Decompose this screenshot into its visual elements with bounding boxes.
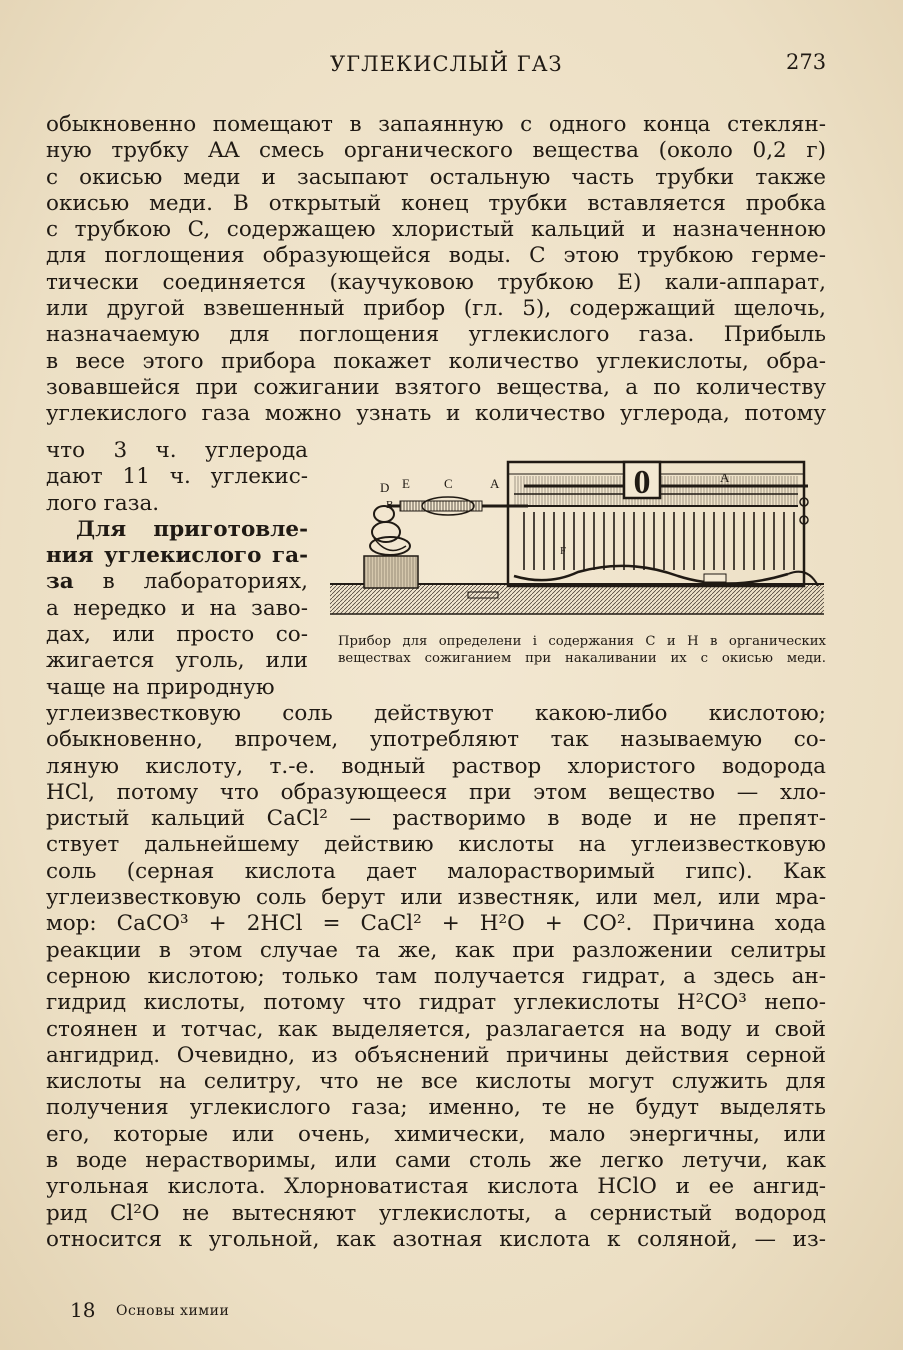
- text-line: что 3 ч. углерода: [46, 438, 308, 463]
- text-line: [46, 569, 308, 595]
- text-line: тически соединяется (каучуковою трубкою E) кали-аппарат,: [46, 269, 826, 295]
- caption-line: Прибор для определени і содержания C и H в органических: [338, 634, 826, 649]
- text-line: ную трубку AA смесь органического вещества (около 0,2 г): [46, 138, 826, 164]
- text-line: углеизвестковую соль берут или известняк, или мел, или мра-: [46, 885, 826, 911]
- text-line: в весе этого прибора покажет количество углекислоты, обра-: [46, 348, 826, 374]
- figure-label-e: E: [402, 476, 410, 491]
- text-line: а нередко и на заво-: [46, 595, 308, 621]
- calcium-chloride-tube: [400, 501, 482, 511]
- text-line: зовавшейся при сожигании взятого вещества, а по количеству: [46, 374, 826, 400]
- text-line: серною кислотою; только там получается гидрат, а здесь ан-: [46, 963, 826, 989]
- text-line: гидрид кислоты, потому что гидрат углекислоты H²CO³ непо-: [46, 990, 826, 1016]
- text-line: жигается уголь, или: [46, 648, 308, 674]
- svg-text:0: 0: [633, 464, 651, 501]
- text-line: с трубкою C, содержащею хлористый кальций и назначенною: [46, 217, 826, 243]
- text-line: угольная кислота. Хлорноватистая кислота HClO и ее ангид-: [46, 1174, 826, 1200]
- figure-label-c: C: [444, 476, 453, 491]
- section-heading-line: Для приготовле-: [76, 516, 308, 542]
- text-line: стоянен и тотчас, как выделяется, разлагается на воду и свой: [46, 1016, 826, 1042]
- text-line: получения углекислого газа; именно, те не будут выделять: [46, 1095, 826, 1121]
- text-line: ангидрид. Очевидно, из объяснений причины действия серной: [46, 1042, 826, 1068]
- text-line: углеизвестковую соль действуют какою-либо кислотою;: [46, 701, 826, 726]
- text-line: HCl, потому что образующееся при этом вещество — хло-: [46, 779, 826, 805]
- running-head: УГЛЕКИСЛЫЙ ГАЗ: [330, 52, 563, 76]
- text-line: мор: CaCO³ + 2HCl = CaCl² + H²O + CO². Причина хода: [46, 911, 826, 937]
- text-line: соль (серная кислота дает малорастворимый гипс). Как: [46, 858, 826, 884]
- side-column: [46, 438, 308, 701]
- text-fragment: в лабораториях,: [102, 569, 308, 595]
- text-line: относится к угольной, как азотная кислота к соляной, — из-: [46, 1226, 826, 1252]
- figure-label-b: B: [386, 499, 394, 511]
- signature-title: Основы химии: [116, 1303, 230, 1319]
- figure-caption: [338, 633, 826, 667]
- text-line: кислоты на селитру, что не все кислоты могут служить для: [46, 1069, 826, 1095]
- signature-number: 18: [70, 1298, 96, 1322]
- top-paragraph: [46, 112, 826, 428]
- text-line: ствует дальнейшему действию кислоты на углеизвестковую: [46, 832, 826, 858]
- text-line: лого газа.: [46, 490, 160, 516]
- bottom-paragraph: [46, 701, 826, 1253]
- text-line: окисью меди. В открытый конец трубки вставляется пробка: [46, 190, 826, 216]
- text-line: его, которые или очень, химически, мало энергичны, или: [46, 1121, 826, 1147]
- section-heading-end: за: [46, 569, 74, 595]
- figure-label-f: F: [560, 545, 567, 557]
- section-heading-line: ния углекислого га-: [46, 543, 308, 569]
- text-line: углекислого газа можно узнать и количество углерода, потому: [46, 401, 826, 427]
- page-number: 273: [786, 50, 827, 74]
- figure-label-a-right: A: [720, 470, 730, 485]
- text-line: чаще на природную: [46, 674, 275, 700]
- text-line: ристый кальций CaCl² — растворимо в воде и не препят-: [46, 806, 826, 832]
- text-line: в воде нерастворимы, или сами столь же легко летучи, как: [46, 1148, 826, 1174]
- text-line: обыкновенно, впрочем, употребляют так называемую со-: [46, 727, 826, 753]
- text-line: дают 11 ч. углекис-: [46, 464, 308, 490]
- text-line: назначаемую для поглощения углекислого газа. Прибыль: [46, 322, 826, 348]
- text-line: или другой взвешенный прибор (гл. 5), содержащий щелочь,: [46, 296, 826, 322]
- apparatus-illustration: [328, 446, 826, 626]
- text-line: обыкновенно помещают в запаянную с одного конца стеклян-: [46, 112, 826, 137]
- figure-label-a-left: A: [490, 476, 500, 491]
- text-line: рид Cl²O не вытесняют углекислоты, а сернистый водород: [46, 1200, 826, 1226]
- caption-line: веществах сожиганием при накаливании их с окисью меди.: [338, 651, 826, 666]
- text-line: для поглощения образующейся воды. С этою трубкою герме-: [46, 243, 826, 269]
- figure-label-d: D: [380, 480, 390, 495]
- text-line: реакции в этом случае та же, как при разложении селитры: [46, 937, 826, 963]
- text-line: дах, или просто со-: [46, 622, 308, 648]
- text-line: ляную кислоту, т.-е. водный раствор хлористого водорода: [46, 753, 826, 779]
- text-line: с окисью меди и засыпают остальную часть трубки также: [46, 164, 826, 190]
